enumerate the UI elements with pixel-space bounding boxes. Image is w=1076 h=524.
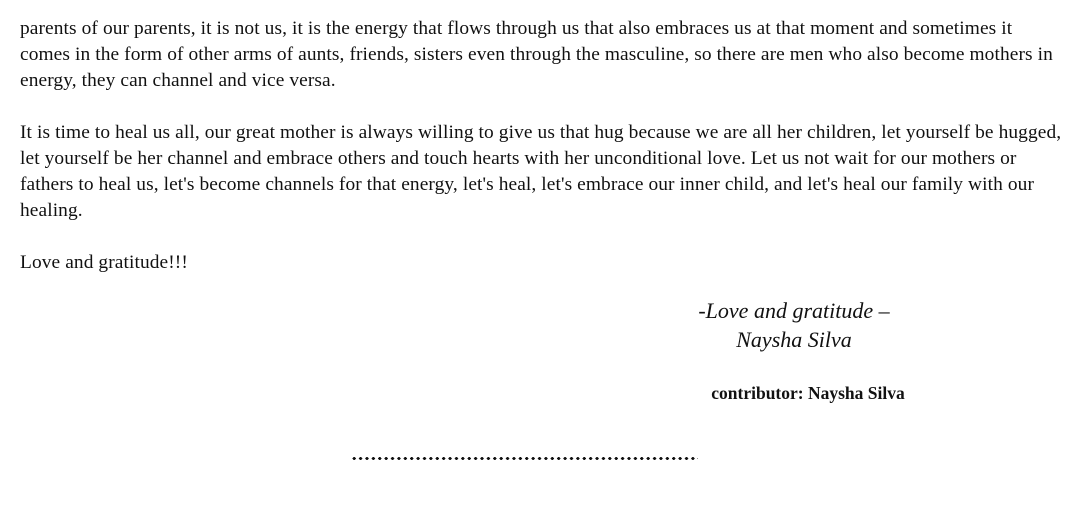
signature-line-greeting: -Love and gratitude – xyxy=(698,298,890,323)
article-body xyxy=(20,16,1066,276)
dotted-separator-line xyxy=(351,456,698,461)
paragraph-spacer xyxy=(20,224,1066,250)
paragraph-closing: Love and gratitude!!! xyxy=(20,252,188,273)
signature-line-author: Naysha Silva xyxy=(736,327,852,352)
contributor-credit: contributor: Naysha Silva xyxy=(711,383,905,403)
paragraph-healing: It is time to heal us all, our great mother is always willing to give us that hug because we are all her children, let yourself be hugged, let yourself be her channel and embrace others and touch hearts with her unconditional love. Let us not wait for our mothers or fathers to heal us, let's become channels for that energy, let's heal, let's embrace our inner child, and let's heal our family with our healing. xyxy=(20,122,1062,221)
signature-block xyxy=(0,296,1076,354)
paragraph-spacer xyxy=(20,94,1066,120)
paragraph-energy: parents of our parents, it is not us, it is the energy that flows through us that also embraces us at that moment and sometimes it comes in the form of other arms of aunts, friends, sisters even through the masculine, so there are men who also become mothers in energy, they can channel and vice versa. xyxy=(20,18,1053,91)
dotted-separator xyxy=(351,456,698,462)
